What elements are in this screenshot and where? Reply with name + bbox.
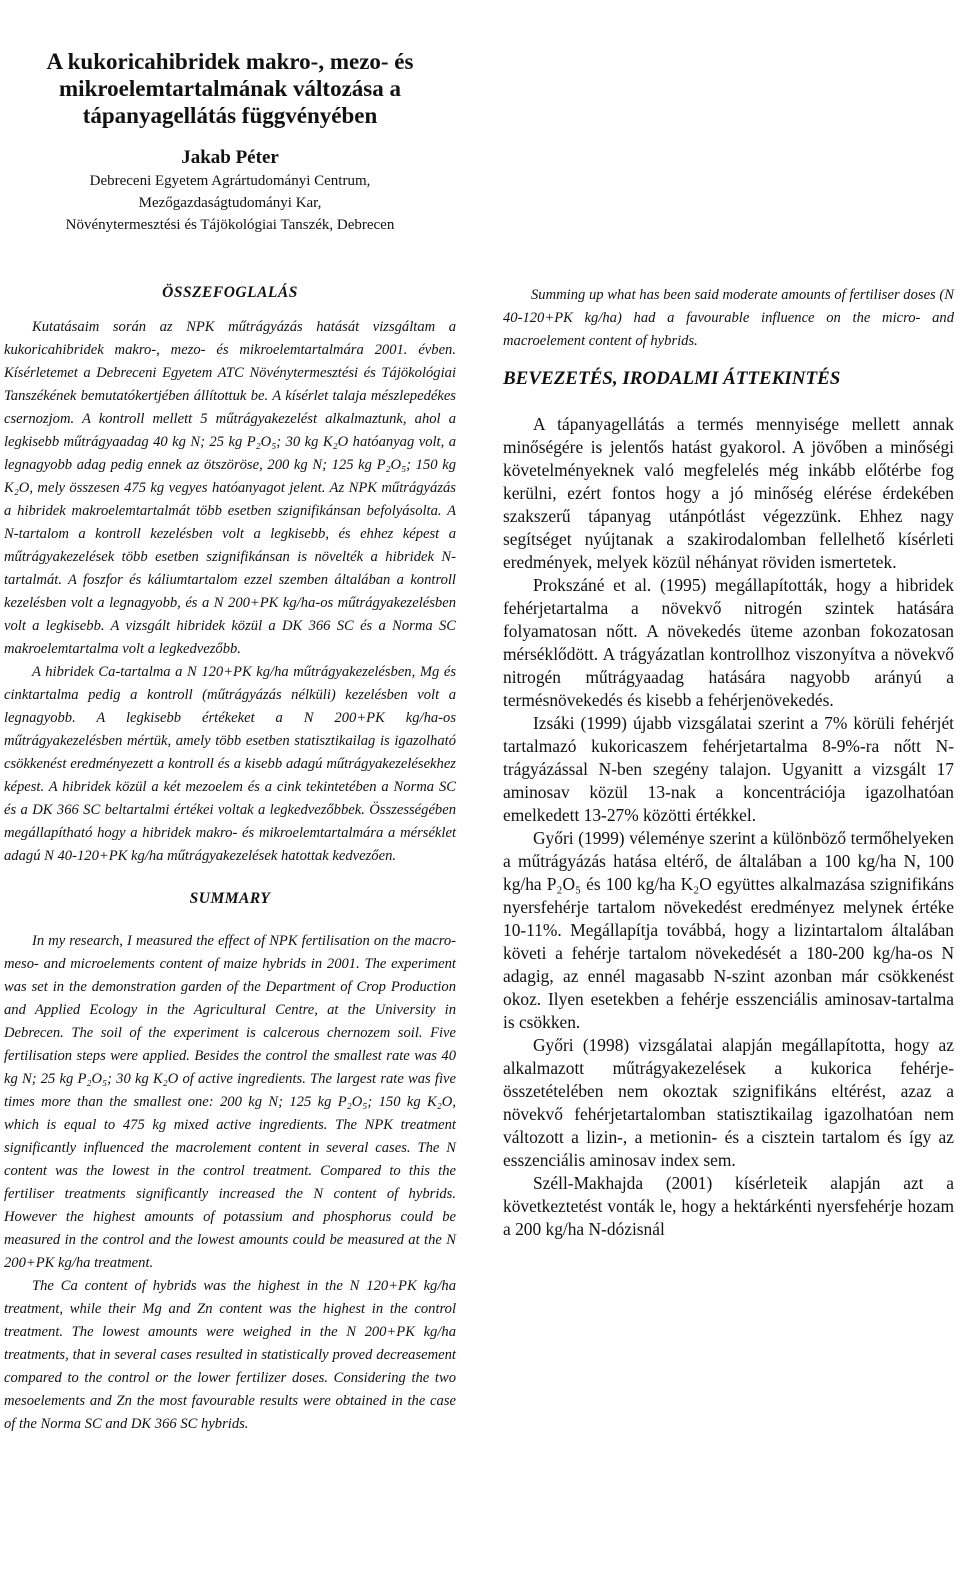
summary-paragraph: The Ca content of hybrids was the highest in the N 120+PK kg/ha treatment, while their Mg and Zn content was the highest in the control treatment. The lowest amounts were weighed in the N 200+PK kg/ha treatments, that in several cases resulted in statistically proved decreasement compared to the control or the lower fertilizer doses. Considering the two mesoelements and Zn the most favourable results were obtained in the case of the Norma SC and DK 366 SC hybrids. <box>4 1278 456 1432</box>
introduction-paragraph: A tápanyagellátás a termés mennyisége mellett annak minőségére is jelentős hatást gyakorol. A jövőben a minőségi követelményeknek való megfelelés még inkább előtérbe fog kerülni, ezért fontos hogy a jó minőség elérése érdekében szakszerű tápanyag utánpótlást végezzünk. Ehhez nagy segítséget nyújtanak a szakirodalomban fellelhető kísérleti eredmények, melyek közül néhányat röviden ismertetek. <box>503 414 954 572</box>
affiliation-line-1: Debreceni Egyetem Agrártudományi Centrum, <box>89 173 371 189</box>
summary-english-continued <box>503 284 954 353</box>
affiliation-line-2: Mezőgazdaságtudományi Kar, <box>138 195 322 211</box>
summary-heading: SUMMARY <box>189 890 271 907</box>
introduction-paragraph: Izsáki (1999) újabb vizsgálatai szerint a 7% körüli fehérjét tartalmazó kukoricaszem fehérjetartalma 8-9%-ra nőtt N-trágyázással N-ben szegény talajon. Ugyanitt a vizsgált 17 aminosav közül 13-nak a koncentrációja igazolhatóan emelkedett 13-27% közötti értékkel. <box>503 713 954 825</box>
title-block <box>0 48 460 129</box>
summary-paragraph: In my research, I measured the effect of NPK fertilisation on the macro- meso- and microelements content of maize hybrids in 2001. The experiment was set in the demonstration garden of the Department of Crop Production and Applied Ecology in the Agricultural Centre, at the University in Debrecen. The soil of the experiment is calcerous chernozem soil. Five fertilisation steps were applied. Besides the control the smallest rate was 40 kg N; 25 kg P₂O₅; 30 kg K₂O of active ingredients. The largest rate was five times more than the smallest one: 200 kg N; 125 kg P₂O₅; 150 kg K₂O, which is equal to 475 kg mixed active ingredients. The NPK treatment significantly influenced the macrolement content in several cases. The N content was the lowest in the control treatment. Compared to this the fertiliser treatments significantly increased the N content of hybrids. However the highest amounts of potassium and phosphorus could be measured in the control and the lowest amounts could be measured at the N 200+PK kg/ha treatment. <box>4 933 456 1271</box>
summary-paragraph: Summing up what has been said moderate amounts of fertiliser doses (N 40-120+PK kg/ha) had a favourable influence on the micro- and macroelement content of hybrids. <box>503 287 954 349</box>
introduction-heading: BEVEZETÉS, IRODALMI ÁTTEKINTÉS <box>503 368 841 389</box>
introduction-paragraph: Prokszáné et al. (1995) megállapították, hogy a hibridek fehérjetartalma a növekvő nitrogén szintek hatására folyamatosan nőtt. A növekedés üteme azonban fokozatosan mérséklődött. A trágyázatlan kontrollhoz viszonyítva a növekvő nitrogén műtrágyaadag hatására nagyobb arányú a termésnövekedés és kisebb a fehérjenövekedés. <box>503 575 954 710</box>
author-block <box>0 146 460 236</box>
introduction-section <box>503 367 954 1241</box>
introduction-paragraph: Széll-Makhajda (2001) kísérleteik alapján azt a következtetést vonták le, hogy a hektárkénti nyersfehérje hozam a 200 kg/ha N-dózisnál <box>503 1173 954 1239</box>
abstract-hungarian <box>4 284 456 868</box>
affiliation-line-3: Növénytermesztési és Tájökológiai Tanszék, Debrecen <box>65 217 395 233</box>
summary-english <box>4 890 456 1436</box>
abstract-paragraph: Kutatásaim során az NPK műtrágyázás hatását vizsgáltam a kukoricahibridek makro-, mezo- és mikroelemtartalmára 2001. évben. Kísérletemet a Debreceni Egyetem ATC Növénytermesztési és Tájökológiai Tanszékének bemutatókertjében állítottuk be. A kísérlet talaja mészlepedékes csernozjom. A kontroll mellett 5 műtrágyakezelést alkalmaztunk, ahol a legkisebb műtrágyaadag 40 kg N; 25 kg P₂O₅; 30 kg K₂O hatóanyag volt, a legnagyobb adag pedig ennek az ötszöröse, 200 kg N; 125 kg P₂O₅; 150 kg K₂O, mely összesen 475 kg vegyes hatóanyagot jelent. Az NPK műtrágyázás a hibridek makroelemtartalmát több esetben szignifikánsan befolyásolta. A N-tartalom a kontroll kezelésben volt a legkisebb, és ehhez képest a műtrágyakezelések több esetben szignifikánsan is növelték a hibridek N-tartalmát. A foszfor és káliumtartalom ezzel szemben általában a kontroll kezelésben volt a legnagyobb, és a N 200+PK kg/ha-os műtrágyakezelésben volt a legkisebb. A vizsgált hibridek közül a DK 366 SC és a Norma SC makroelemtartalma volt a legkedvezőbb. <box>4 319 456 657</box>
paper-title: A kukoricahibridek makro-, mezo- és mikroelemtartalmának változása a tápanyagellátás függvényében <box>46 49 414 128</box>
introduction-paragraph: Győri (1999) véleménye szerint a különböző termőhelyeken a műtrágyázás hatása eltérő, de általában a 100 kg/ha N, 100 kg/ha P₂O₅ és 100 kg/ha K₂O együttes alkalmazása szignifikáns nyersfehérje tartalom növekedést eredményez melynek értéke 10-11%. Megállapítja továbbá, hogy a lizintartalom általában követi a fehérje tartalom növekedését a 180-200 kg/ha-os N adagig, az ennél magasabb N-szint azonban már csökkenést okoz. Ilyen esetekben a fehérje esszenciális aminosav-tartalma is csökken. <box>503 828 954 1032</box>
author-name: Jakab Péter <box>181 147 279 168</box>
introduction-paragraph: Győri (1998) vizsgálatai alapján megállapította, hogy az alkalmazott műtrágyakezelések a kukorica fehérje-összetételében nem okoztak szignifikáns eltérést, azaz a növekvő fehérjetartalomban statisztikailag igazolhatóan nem változott a lizin-, a metionin- és a cisztein tartalom és így az esszenciális aminosav index sem. <box>503 1035 954 1170</box>
right-column <box>503 284 954 1241</box>
abstract-heading: ÖSSZEFOGLALÁS <box>162 284 298 301</box>
abstract-paragraph: A hibridek Ca-tartalma a N 120+PK kg/ha műtrágyakezelésben, Mg és cinktartalma pedig a kontroll (műtrágyázás nélküli) kezelésben volt a legnagyobb. A legkisebb értékeket a N 200+PK kg/ha-os műtrágyakezelésben mértük, amely több esetben statisztikailag is igazolható csökkenést eredményezett a kontroll és a kisebb adagú műtrágyakezelésekhez képest. A hibridek közül a két mezoelem és a cink tekintetében a Norma SC és a DK 366 SC beltartalmi értékei voltak a legkedvezőbbek. Összességében megállapítható hogy a hibridek makro- és mikroelemtartalmára a mérséklet adagú N 40-120+PK kg/ha műtrágyakezelések hatottak kedvezően. <box>4 664 456 864</box>
left-column <box>4 284 456 1436</box>
